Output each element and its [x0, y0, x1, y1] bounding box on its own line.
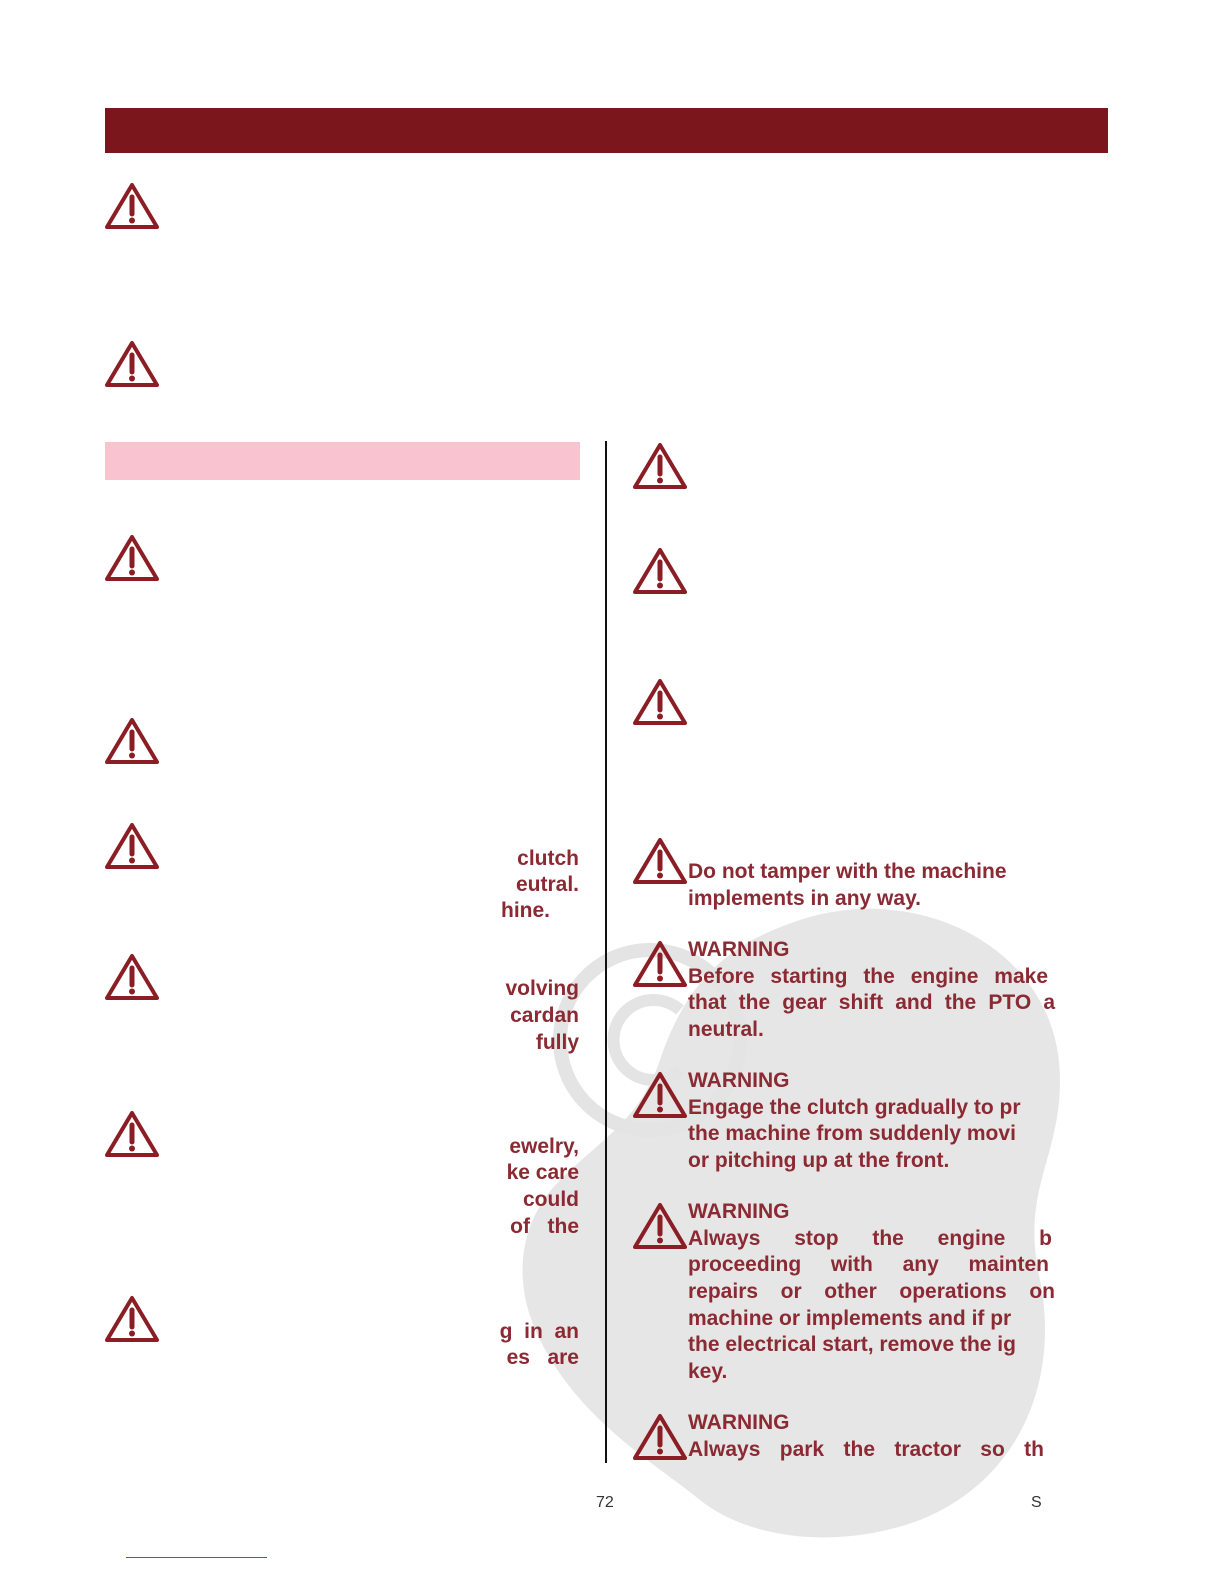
warning-triangle-icon — [633, 1071, 687, 1119]
column-divider — [605, 441, 607, 1463]
block-2-line-1: Before starting the engine make — [688, 965, 1048, 988]
block-5-line-1: Always park the tractor so th — [688, 1438, 1044, 1461]
block-3-heading: WARNING — [688, 1069, 790, 1092]
left-snippet-2-line-2: cardan — [510, 1004, 579, 1027]
warning-triangle-icon — [633, 1413, 687, 1461]
warning-triangle-icon — [633, 442, 687, 490]
block-3-line-1: Engage the clutch gradually to pr — [688, 1096, 1021, 1119]
page-number: 72 — [596, 1494, 614, 1511]
left-snippet-4-line-1: g in an — [499, 1320, 579, 1343]
warning-triangle-icon — [105, 340, 159, 388]
block-4-heading: WARNING — [688, 1200, 790, 1223]
block-5-heading: WARNING — [688, 1411, 790, 1434]
left-snippet-1-line-2: eutral. — [515, 873, 579, 896]
warning-triangle-icon — [105, 717, 159, 765]
block-2-heading: WARNING — [688, 938, 790, 961]
warning-triangle-icon — [633, 678, 687, 726]
block-1-line-1: Do not tamper with the machine — [688, 860, 1007, 883]
block-3-line-2: the machine from suddenly movi — [688, 1122, 1016, 1145]
block-4-line-3: repairs or other operations on — [688, 1280, 1055, 1303]
block-4-line-6: key. — [688, 1360, 728, 1383]
warning-triangle-icon — [105, 1295, 159, 1343]
left-snippet-1-line-1: clutch — [517, 847, 579, 870]
left-snippet-2-line-1: volving — [505, 977, 579, 1000]
left-snippet-2-line-3: fully — [535, 1031, 579, 1054]
warning-triangle-icon — [105, 182, 159, 230]
block-4-line-1: Always stop the engine b — [688, 1227, 1052, 1250]
block-4-line-2: proceeding with any mainten — [688, 1253, 1049, 1276]
warning-triangle-icon — [105, 534, 159, 582]
left-snippet-3-line-4: of the — [510, 1215, 579, 1238]
footer-right-letter: S — [1031, 1494, 1042, 1511]
block-3-line-3: or pitching up at the front. — [688, 1149, 950, 1172]
warning-triangle-icon — [105, 1110, 159, 1158]
left-snippet-3-line-3: could — [523, 1188, 579, 1211]
block-1-line-2: implements in any way. — [688, 887, 922, 910]
warning-triangle-icon — [633, 940, 687, 988]
warning-triangle-icon — [105, 953, 159, 1001]
warning-triangle-icon — [633, 1202, 687, 1250]
block-2-line-3: neutral. — [688, 1018, 764, 1041]
warning-triangle-icon — [105, 822, 159, 870]
left-snippet-3-line-1: ewelry, — [509, 1135, 579, 1158]
block-4-line-5: the electrical start, remove the ig — [688, 1333, 1016, 1356]
left-snippet-4-line-2: es are — [506, 1346, 579, 1369]
subsection-header-bar — [105, 442, 580, 480]
warning-triangle-icon — [633, 837, 687, 885]
footer-link-underline[interactable] — [126, 1557, 267, 1558]
block-4-line-4: machine or implements and if pr — [688, 1307, 1012, 1330]
section-header-bar — [105, 108, 1108, 153]
left-snippet-3-line-2: ke care — [506, 1161, 579, 1184]
warning-triangle-icon — [633, 547, 687, 595]
block-2-line-2: that the gear shift and the PTO a — [688, 991, 1055, 1014]
left-snippet-1-line-3: hine. — [501, 899, 551, 922]
